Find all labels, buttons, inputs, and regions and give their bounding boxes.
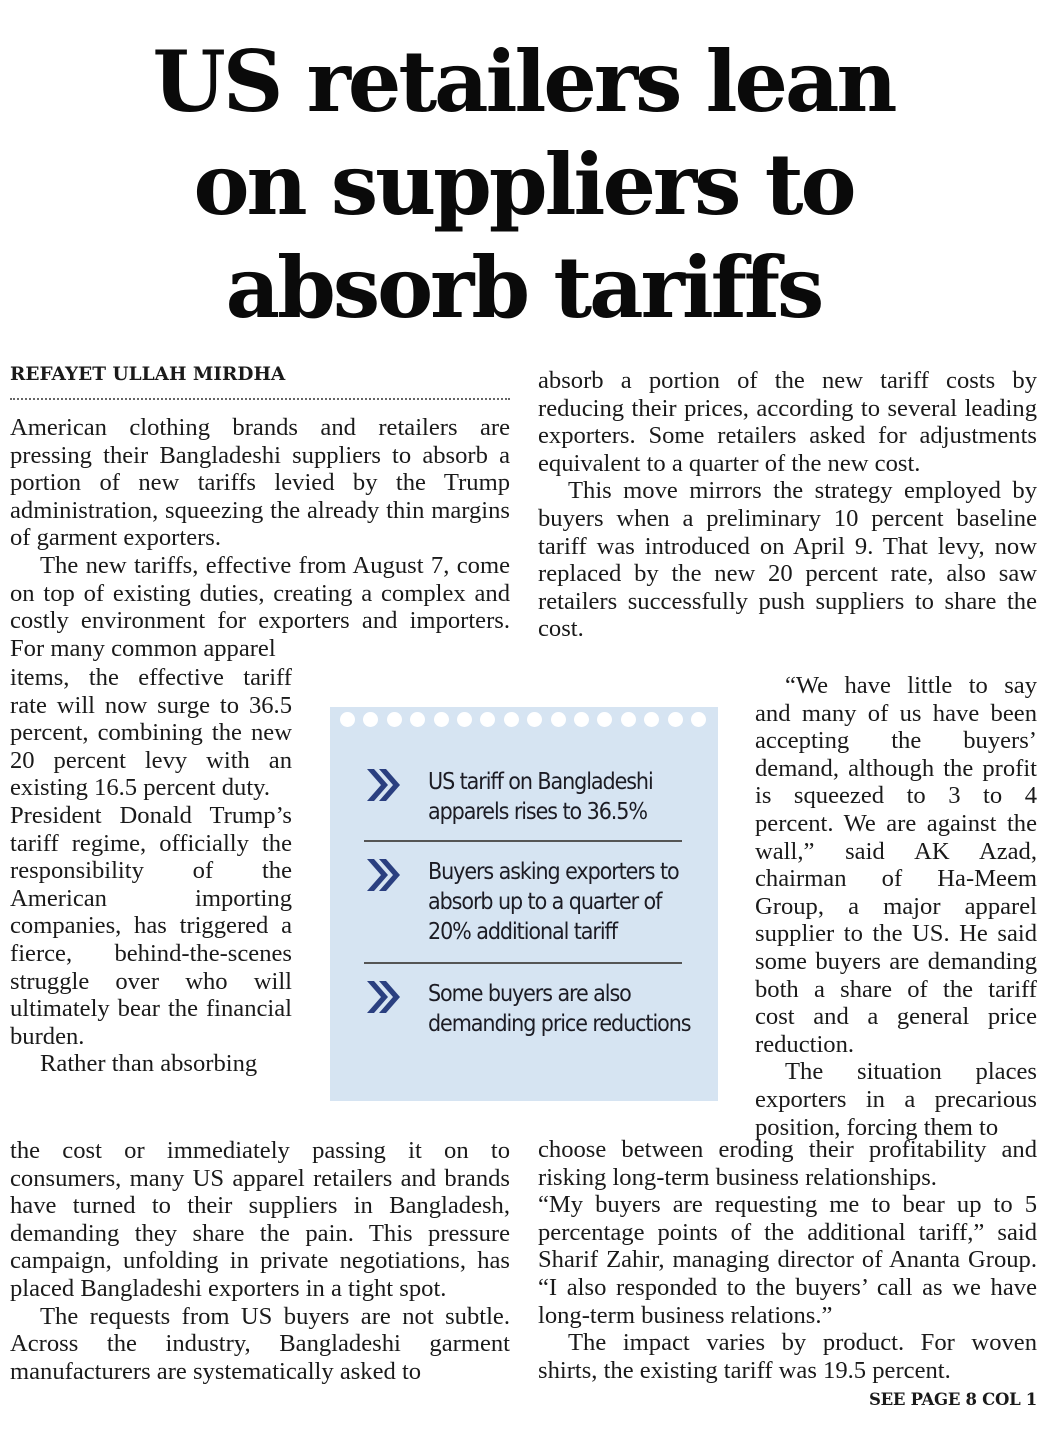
headline-line-2: on suppliers to bbox=[193, 135, 854, 234]
notepad-hole bbox=[340, 712, 355, 727]
notepad-holes bbox=[340, 712, 720, 728]
col2-paragraph-2: This move mirrors the strategy employed by buyers when a preliminary 10 percent baseline tariff was introduced on April 9. That levy, now replaced by the new 20 percent rate, also saw retailers successfully push suppliers to share the cost. bbox=[538, 477, 1037, 643]
column-1-bottom bbox=[10, 1137, 510, 1385]
headline bbox=[20, 30, 1027, 339]
continuation-note: SEE PAGE 8 COL 1 bbox=[869, 1390, 1037, 1409]
column-2-top bbox=[538, 367, 1037, 643]
notepad-hole bbox=[574, 712, 589, 727]
col1-paragraph-4-cont: the cost or immediately passing it on to consumers, many US apparel retailers and brands have turned to their suppliers in Bangladesh, demanding they share the pain. This pressure campaign, unfolding in private negotiations, has placed Bangladeshi exporters in a tight spot. bbox=[10, 1137, 510, 1302]
col1-paragraph-1: American clothing brands and retailers are pressing their Bangladeshi suppliers to absorb a portion of new tariffs levied by the Trump administration, squeezing the already thin margins of garment exporters. bbox=[10, 414, 510, 552]
column-1-narrow bbox=[10, 664, 292, 1078]
double-chevron-right-icon bbox=[364, 855, 402, 895]
col2-paragraph-6: The impact varies by product. For woven shirts, the existing tariff was 19.5 percent. bbox=[538, 1329, 1037, 1384]
key-points-sidebar bbox=[330, 707, 718, 1101]
col2-paragraph-4-cont: choose between eroding their profitability and risking long-term business relationships. bbox=[538, 1136, 1037, 1191]
key-point-divider-1 bbox=[364, 840, 682, 842]
column-2-bottom bbox=[538, 1136, 1037, 1384]
col1-paragraph-2-cont: items, the effective tariff rate will now surge to 36.5 percent, combining the new 20 percent levy with an existing 16.5 percent duty. bbox=[10, 664, 292, 802]
notepad-hole bbox=[387, 712, 402, 727]
double-chevron-right-icon bbox=[364, 765, 402, 805]
byline: REFAYET ULLAH MIRDHA bbox=[10, 364, 286, 385]
notepad-hole bbox=[621, 712, 636, 727]
col1-paragraph-4: Rather than absorbing bbox=[40, 1050, 258, 1078]
headline-line-3: absorb tariffs bbox=[225, 238, 822, 337]
notepad-hole bbox=[480, 712, 495, 727]
notepad-hole bbox=[363, 712, 378, 727]
col1-paragraph-2: The new tariffs, effective from August 7, come on top of existing duties, creating a complex and costly environment for exporters and importers. For many common apparel bbox=[10, 551, 510, 662]
notepad-hole bbox=[434, 712, 449, 727]
column-2-narrow bbox=[755, 672, 1037, 1141]
key-point-divider-2 bbox=[364, 962, 682, 964]
col1-paragraph-3: President Donald Trump’s tariff regime, officially the responsibility of the American importing companies, has triggered a fierce, behind-the-scenes struggle over who will ultimately bear the financial burden. bbox=[10, 801, 292, 1050]
column-1-top bbox=[10, 414, 510, 662]
double-chevron-right-icon bbox=[364, 977, 402, 1017]
notepad-hole bbox=[504, 712, 519, 727]
notepad-hole bbox=[457, 712, 472, 727]
byline-divider bbox=[10, 398, 510, 400]
headline-line-1: US retailers lean bbox=[152, 32, 895, 131]
key-point-1-text: US tariff on Bangladeshi apparels rises to 36.5% bbox=[428, 769, 653, 825]
notepad-hole bbox=[597, 712, 612, 727]
key-point-3-text: Some buyers are also demanding price reductions bbox=[428, 981, 691, 1037]
notepad-hole bbox=[691, 712, 706, 727]
col1-paragraph-5: The requests from US buyers are not subtle. Across the industry, Bangladeshi garment manufacturers are systematically asked to bbox=[10, 1302, 510, 1385]
notepad-hole bbox=[551, 712, 566, 727]
notepad-hole bbox=[410, 712, 425, 727]
key-point-2-text: Buyers asking exporters to absorb up to a quarter of 20% additional tariff bbox=[428, 859, 679, 945]
col2-paragraph-5: “My buyers are requesting me to bear up to 5 percentage points of the additional tariff,” said Sharif Zahir, managing director of Ananta Group. “I also responded to the buyers’ call as we have long-term business relations.” bbox=[538, 1191, 1037, 1329]
col2-paragraph-4: The situation places exporters in a precarious position, forcing them to bbox=[755, 1058, 1037, 1141]
notepad-hole bbox=[527, 712, 542, 727]
col2-paragraph-3: “We have little to say and many of us have been accepting the buyers’ demand, although the profit is squeezed to 3 to 4 percent. We are against the wall,” said AK Azad, chairman of Ha-Meem Group, a major apparel supplier to the US. He said some buyers are demanding both a share of the tariff cost and a general price reduction. bbox=[755, 672, 1037, 1058]
col2-paragraph-1: absorb a portion of the new tariff costs by reducing their prices, according to several leading exporters. Some retailers asked for adjustments equivalent to a quarter of the new cost. bbox=[538, 367, 1037, 477]
notepad-hole bbox=[644, 712, 659, 727]
notepad-hole bbox=[668, 712, 683, 727]
